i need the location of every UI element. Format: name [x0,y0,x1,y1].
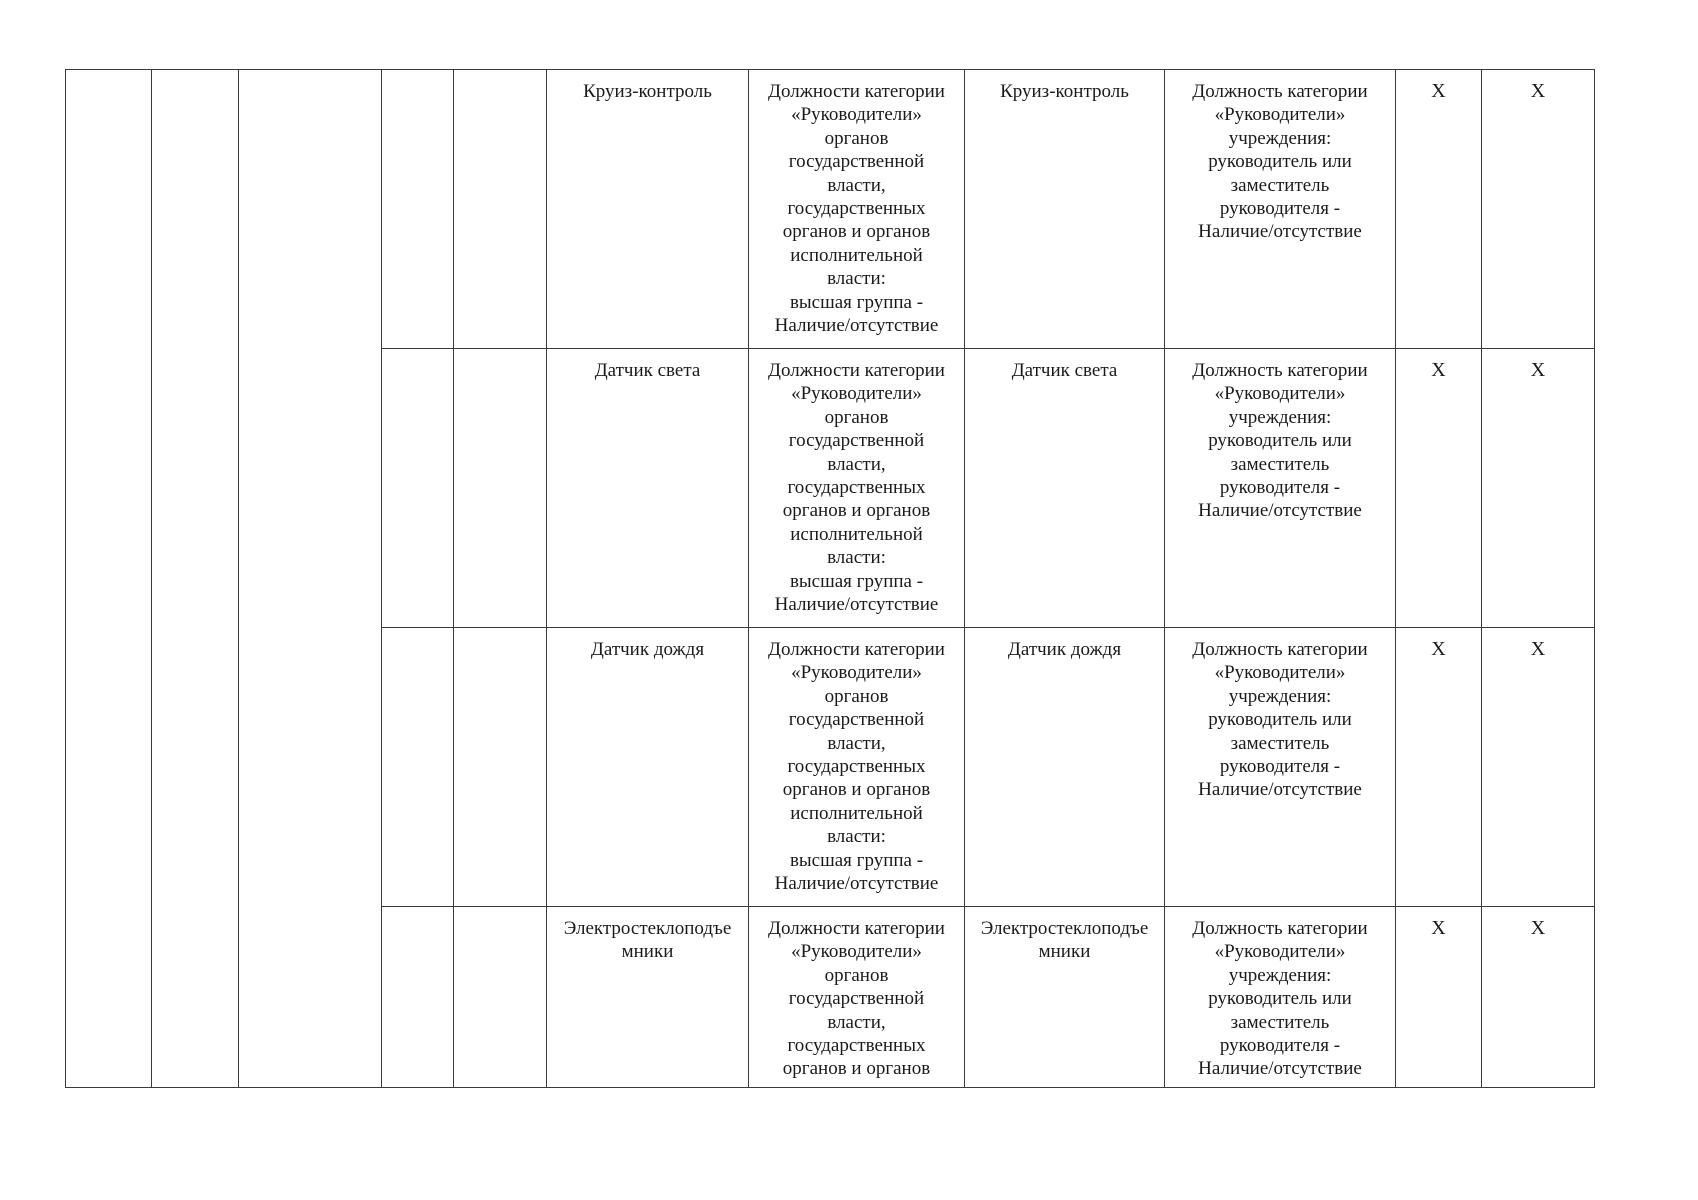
empty-cell [454,907,547,1088]
empty-cell [239,70,382,1088]
inst-position-cell [1165,628,1396,907]
gov-position-text: Должности категории «Руководители» органов государственной власти, государственных органов и органов исполнительной власти: высшая группа - Наличие/отсутствие [768,81,945,337]
x-mark-2: X [1530,638,1546,660]
x-cell [1396,628,1482,907]
x-cell [1396,70,1482,349]
x-cell [1396,349,1482,628]
inst-position-cell [1165,907,1396,1088]
x-mark: X [1431,80,1446,102]
gov-position-text: Должности категории «Руководители» органов государственной власти, государственных органов и органов исполнительной власти: высшая группа - Наличие/отсутствие [768,360,945,616]
x-mark-2: X [1530,917,1546,939]
x-mark-2: X [1530,359,1546,381]
inst-position-text: Должность категории «Руководители» учреждения: руководитель или заместитель руководителя - Наличие/отсутствие [1192,81,1368,243]
inst-position-cell [1165,349,1396,628]
gov-position-cell [749,628,965,907]
feature-cell [547,70,749,349]
empty-cell [382,907,454,1088]
x-mark: X [1431,917,1446,939]
inst-position-text: Должность категории «Руководители» учреждения: руководитель или заместитель руководителя - Наличие/отсутствие [1192,360,1368,522]
feature-cell-2 [965,907,1165,1088]
feature-label: Круиз-контроль [583,81,712,102]
x-mark-2: X [1530,80,1546,102]
feature-cell [547,628,749,907]
inst-position-text: Должность категории «Руководители» учреждения: руководитель или заместитель руководителя - Наличие/отсутствие [1192,918,1368,1080]
empty-cell [152,70,239,1088]
table-row [66,70,1595,349]
empty-cell [382,628,454,907]
feature-label-2: Датчик дождя [1007,639,1122,660]
gov-position-text: Должности категории «Руководители» органов государственной власти, государственных органов и органов исполнительной власти: высшая группа - Наличие/отсутствие [768,639,945,895]
x-cell-2 [1482,349,1595,628]
inst-position-cell [1165,70,1396,349]
feature-label: Электростеклоподъе мники [563,918,732,963]
inst-position-text: Должность категории «Руководители» учреждения: руководитель или заместитель руководителя - Наличие/отсутствие [1192,639,1368,801]
gov-position-text: Должности категории «Руководители» органов государственной власти, государственных органов и органов [768,918,945,1080]
data-table [65,69,1595,1088]
feature-label: Датчик дождя [590,639,705,660]
empty-cell [454,70,547,349]
feature-cell [547,349,749,628]
x-cell [1396,907,1482,1088]
gov-position-cell [749,907,965,1088]
x-cell-2 [1482,907,1595,1088]
feature-cell-2 [965,349,1165,628]
empty-cell [382,70,454,349]
empty-cell [382,349,454,628]
feature-label-2: Круиз-контроль [1000,81,1129,102]
feature-label: Датчик света [594,360,701,381]
feature-cell-2 [965,628,1165,907]
feature-cell-2 [965,70,1165,349]
feature-label-2: Датчик света [1011,360,1118,381]
empty-cell [66,70,152,1088]
empty-cell [454,349,547,628]
feature-label-2: Электростеклоподъе мники [980,918,1149,963]
x-cell-2 [1482,70,1595,349]
x-mark: X [1431,638,1446,660]
x-cell-2 [1482,628,1595,907]
x-mark: X [1431,359,1446,381]
gov-position-cell [749,70,965,349]
empty-cell [454,628,547,907]
gov-position-cell [749,349,965,628]
feature-cell [547,907,749,1088]
